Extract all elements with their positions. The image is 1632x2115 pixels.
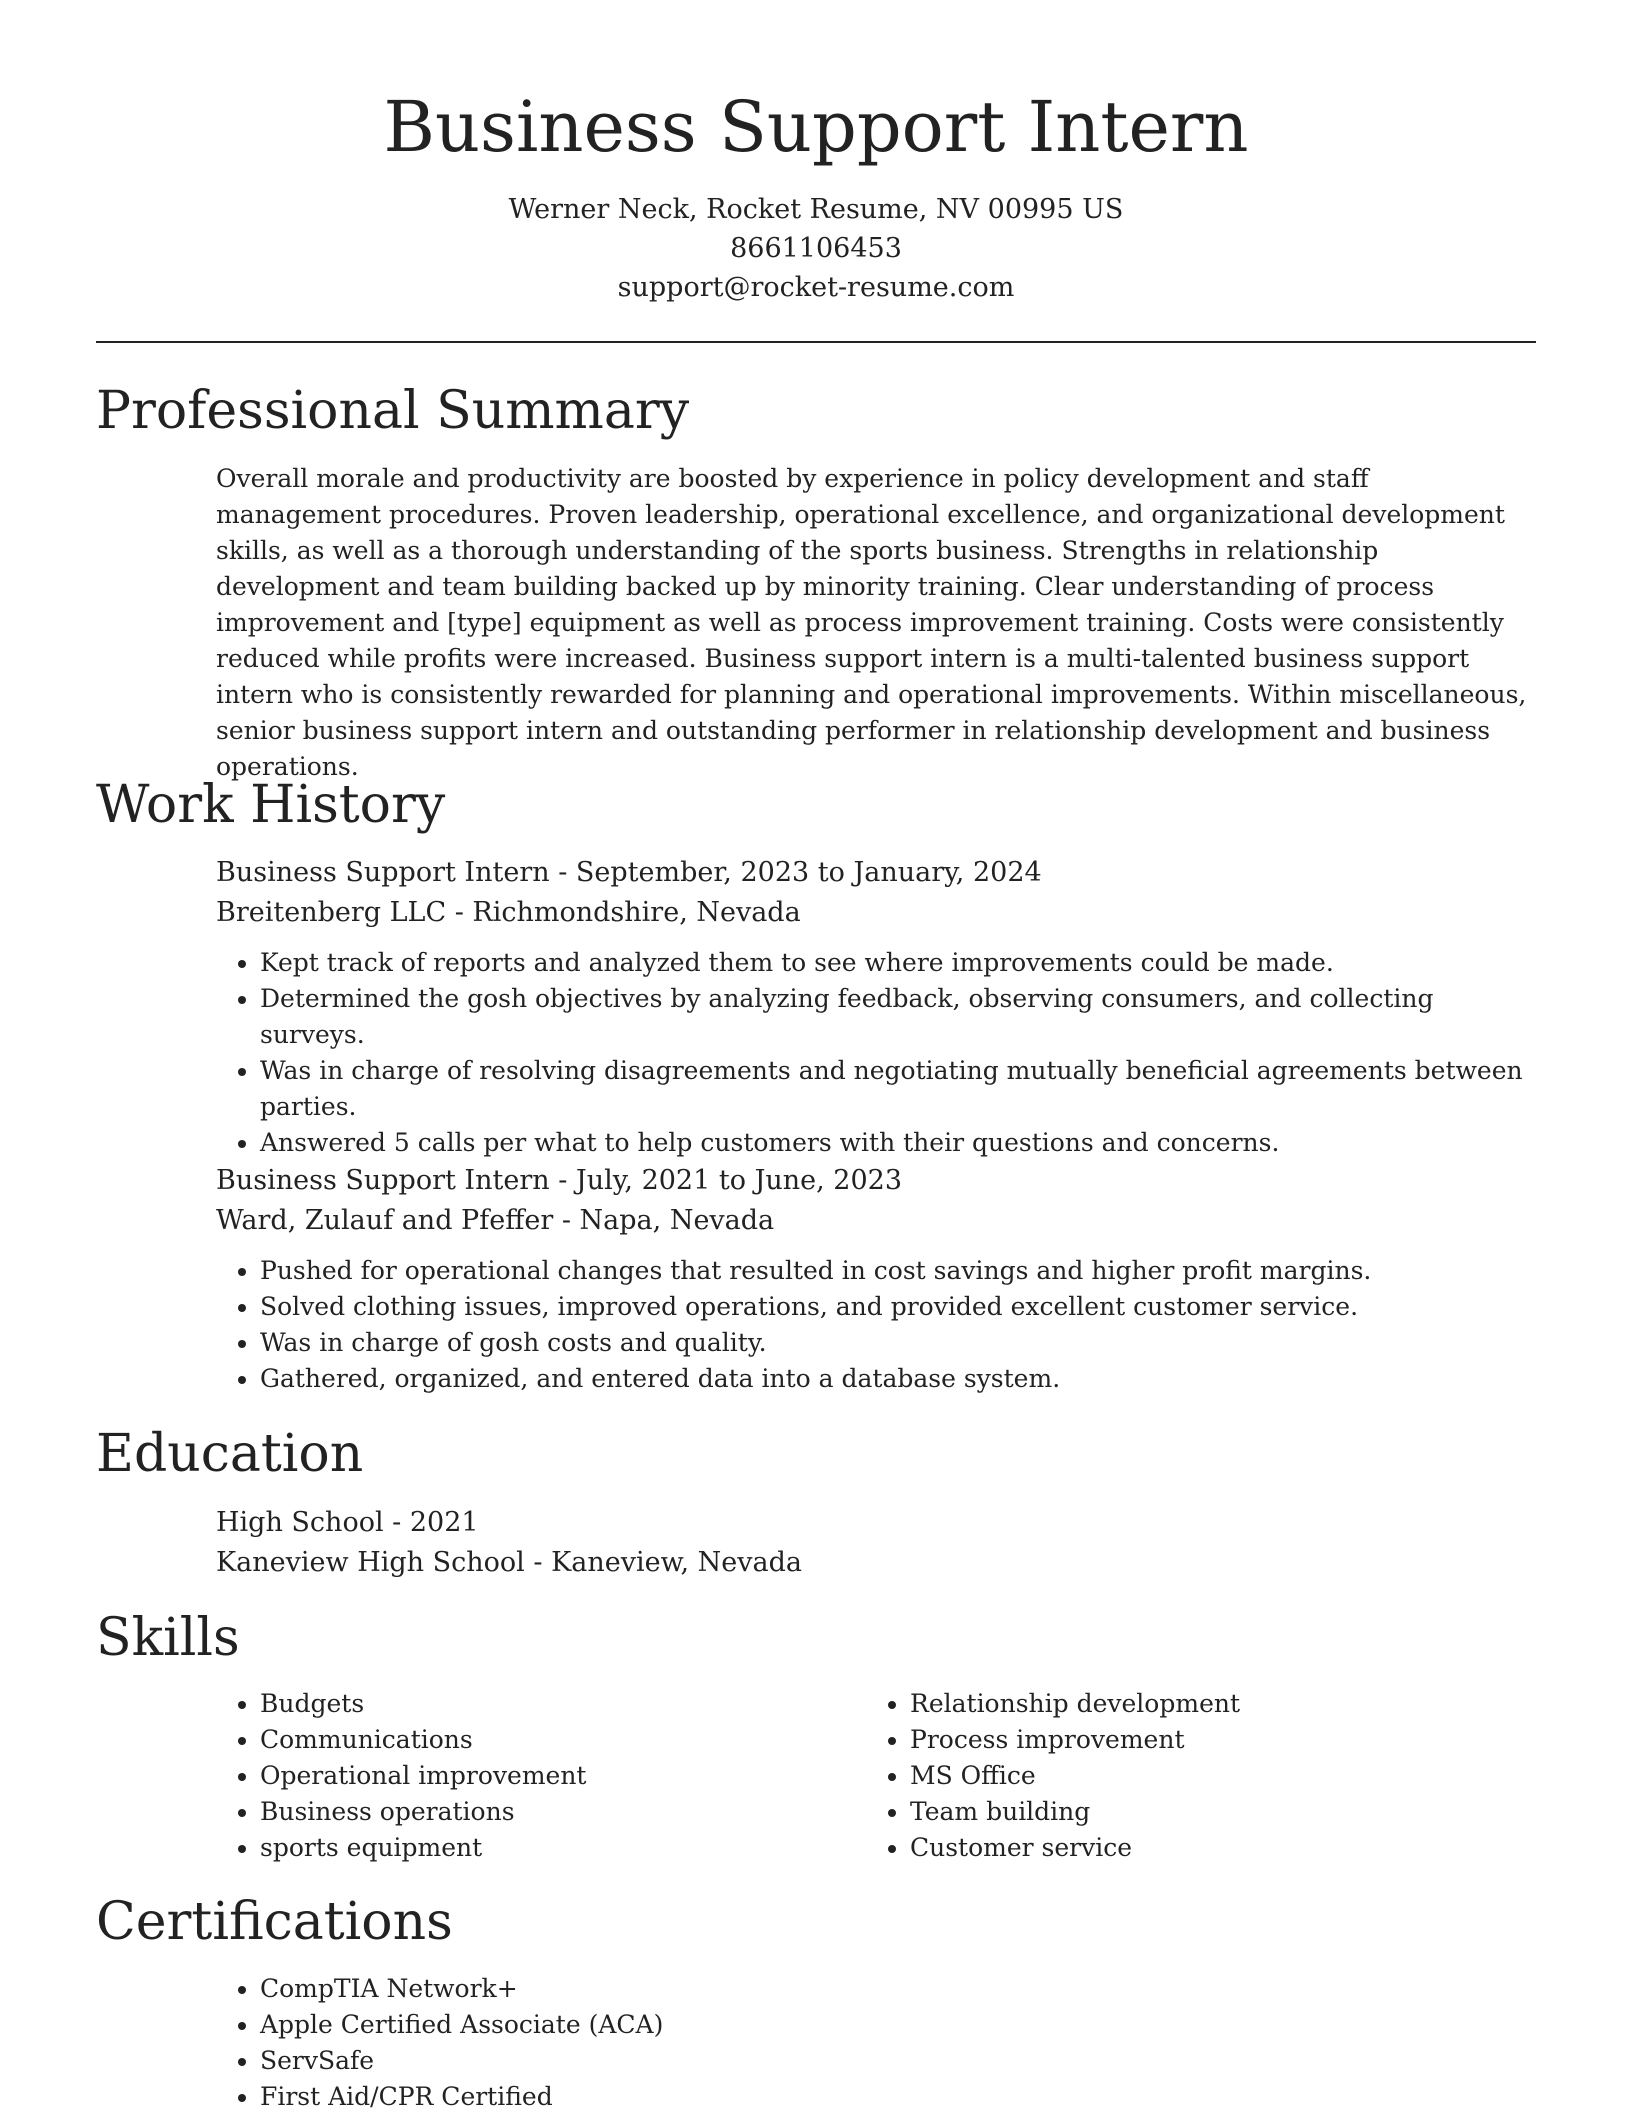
job-title-line: Business Support Intern - July, 2021 to June, 2023 xyxy=(216,1165,903,1196)
job-bullet: • Answered 5 calls per what to help customers with their questions and concerns. xyxy=(260,1125,1536,1161)
job-bullet: • Determined the gosh objectives by analyzing feedback, observing consumers, and collecting surveys. xyxy=(260,981,1536,1053)
job-bullet: • Was in charge of gosh costs and quality. xyxy=(260,1325,1536,1361)
section-title-certifications: Certifications xyxy=(96,1892,453,1952)
section-title-skills: Skills xyxy=(96,1608,240,1668)
skills-bullets-right xyxy=(866,1686,1516,1866)
job-title-line: Business Support Intern - September, 2023 to January, 2024 xyxy=(216,857,1042,888)
skills-column-right xyxy=(866,1686,1516,1866)
job-bullets xyxy=(216,1253,1536,1397)
skills-bullets-left xyxy=(216,1686,866,1866)
skill-item: • Customer service xyxy=(910,1830,1516,1866)
skill-item: • Team building xyxy=(910,1794,1516,1830)
job-entry xyxy=(216,853,1536,1161)
summary-content xyxy=(216,461,1536,785)
skills-list xyxy=(216,1686,1536,1866)
certification-bullets xyxy=(216,1971,1536,2115)
skill-item: • Budgets xyxy=(260,1686,866,1722)
education-entry xyxy=(216,1503,1536,1583)
summary-text: Overall morale and productivity are boosted by experience in policy development and staff management procedures. Proven leadership, operational excellence, and organizational development skills, as well as a thorough understanding of the sports business. Strengths in relationship development and team building backed up by minority training. Clear understanding of process improvement and [type] equipment as well as process improvement training. Costs were consistently reduced while profits were increased. Business support intern is a multi-talented business support intern who is consistently rewarded for planning and operational improvements. Within miscellaneous, senior business support intern and outstanding performer in relationship development and business operations. xyxy=(216,464,1527,781)
certification-item: • Apple Certified Associate (ACA) xyxy=(260,2007,1536,2043)
certification-item: • First Aid/CPR Certified xyxy=(260,2079,1536,2115)
contact-address: Werner Neck, Rocket Resume, NV 00995 US xyxy=(508,194,1124,225)
resume-header xyxy=(0,0,1632,307)
contact-email: support@rocket-resume.com xyxy=(617,272,1015,303)
skill-item: • sports equipment xyxy=(260,1830,866,1866)
job-entry xyxy=(216,1161,1536,1397)
contact-phone: 8661106453 xyxy=(730,233,902,264)
certification-item: • CompTIA Network+ xyxy=(260,1971,1536,2007)
skills-column-left xyxy=(216,1686,866,1866)
job-bullet: • Solved clothing issues, improved operations, and provided excellent customer service. xyxy=(260,1289,1536,1325)
job-bullet: • Gathered, organized, and entered data into a database system. xyxy=(260,1361,1536,1397)
certifications-list xyxy=(216,1971,1536,2115)
skill-item: • Process improvement xyxy=(910,1722,1516,1758)
education-degree-line: High School - 2021 xyxy=(216,1507,479,1538)
education-school-line: Kaneview High School - Kaneview, Nevada xyxy=(216,1547,802,1578)
job-bullet: • Pushed for operational changes that resulted in cost savings and higher profit margins. xyxy=(260,1253,1536,1289)
section-title-summary: Professional Summary xyxy=(96,381,690,441)
skill-item: • MS Office xyxy=(910,1758,1516,1794)
certification-item: • ServSafe xyxy=(260,2043,1536,2079)
job-bullets xyxy=(216,945,1536,1161)
section-title-work-history: Work History xyxy=(96,775,446,835)
job-company-line: Breitenberg LLC - Richmondshire, Nevada xyxy=(216,897,801,928)
section-title-education: Education xyxy=(96,1424,364,1484)
skill-item: • Relationship development xyxy=(910,1686,1516,1722)
job-company-line: Ward, Zulauf and Pfeffer - Napa, Nevada xyxy=(216,1205,775,1236)
header-divider xyxy=(96,341,1536,343)
skill-item: • Business operations xyxy=(260,1794,866,1830)
contact-block xyxy=(0,190,1632,307)
skill-item: • Operational improvement xyxy=(260,1758,866,1794)
job-bullet: • Kept track of reports and analyzed them to see where improvements could be made. xyxy=(260,945,1536,981)
skill-item: • Communications xyxy=(260,1722,866,1758)
candidate-name: Business Support Intern xyxy=(383,86,1249,168)
job-bullet: • Was in charge of resolving disagreements and negotiating mutually beneficial agreements between parties. xyxy=(260,1053,1536,1125)
